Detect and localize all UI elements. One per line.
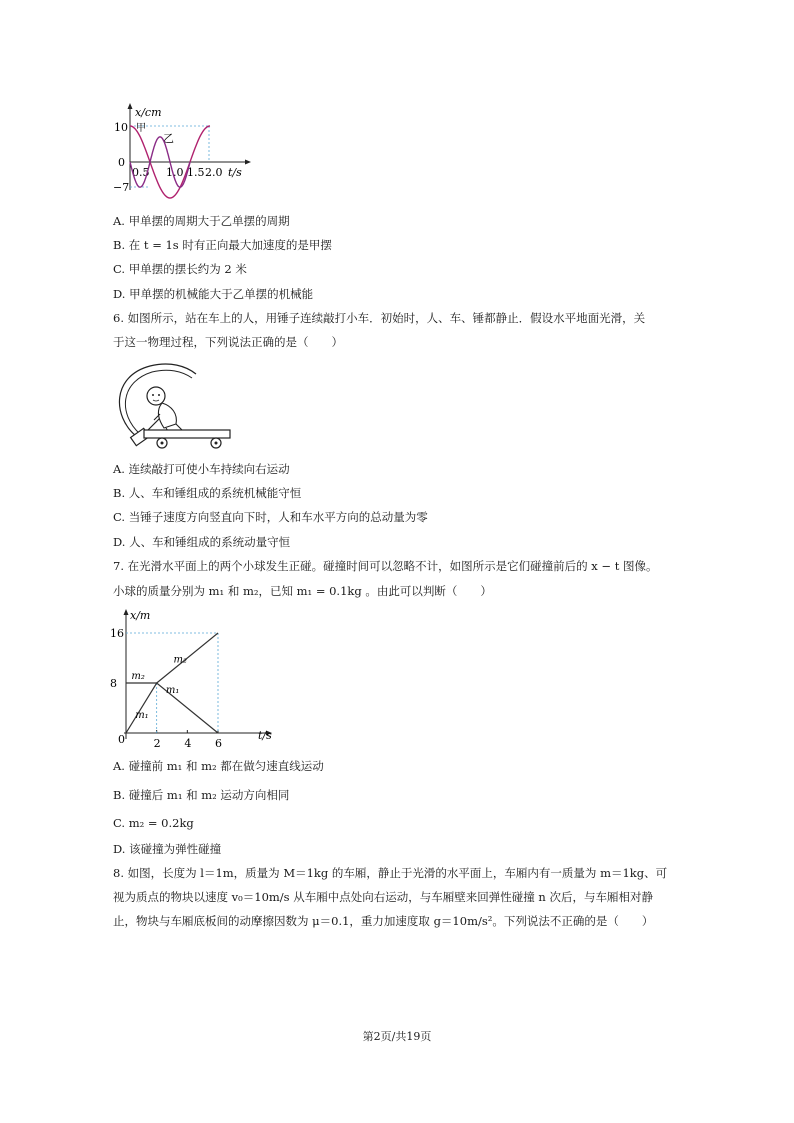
graph-label-yi: 乙 <box>163 132 174 145</box>
q6-option-b: B. 人、车和锤组成的系统机械能守恒 <box>113 486 302 500</box>
graph-x-label: t/s <box>228 166 242 179</box>
q7-stem-line2: 小球的质量分别为 m₁ 和 m₂，已知 m₁ = 0.1kg 。由此可以判断（ ） <box>113 584 492 598</box>
graph-x-tick: 1.5 <box>187 166 205 179</box>
page-footer: 第2页/共19页 <box>362 1030 432 1043</box>
hammer-cart-illustration <box>110 358 235 453</box>
y-tick-label: 0 <box>118 733 125 746</box>
q5-option-c: C. 甲单摆的摆长约为 2 米 <box>113 262 247 276</box>
x-axis-label: t/s <box>258 729 272 742</box>
series-label: m₂ <box>173 654 188 666</box>
x-axis-arrow <box>245 160 251 165</box>
q5-option-d: D. 甲单摆的机械能大于乙单摆的机械能 <box>113 287 314 301</box>
q8-line2: 视为质点的物块以速度 v₀＝10m/s 从车厢中点处向右运动，与车厢壁来回弹性碰撞 n 次后，与车厢相对静 <box>113 890 653 904</box>
q6-option-a: A. 连续敲打可使小车持续向右运动 <box>113 462 290 476</box>
x-tick-label: 4 <box>184 737 192 750</box>
graph-y-tick-neg7: −7 <box>113 181 130 194</box>
y-axis-arrow <box>124 609 129 615</box>
graph-x-tick: 1.0 <box>166 166 184 179</box>
series-label: m₁ <box>135 710 149 721</box>
y-tick-label: 8 <box>110 677 117 690</box>
q6-option-c: C. 当锤子速度方向竖直向下时，人和车水平方向的总动量为零 <box>113 510 428 524</box>
pendulum-graph <box>110 100 270 194</box>
q6-option-d: D. 人、车和锤组成的系统动量守恒 <box>113 535 291 549</box>
y-axis-arrow <box>128 103 133 109</box>
q6-stem-line1: 6. 如图所示，站在车上的人，用锤子连续敲打小车．初始时，人、车、锤都静止．假设水平地面光滑，关 <box>113 311 646 325</box>
q8-line1: 8. 如图，长度为 l＝1m，质量为 M＝1kg 的车厢，静止于光滑的水平面上，车厢内有一质量为 m＝1kg、可 <box>113 866 668 880</box>
graph-y-tick-10: 10 <box>114 121 128 134</box>
graph-y-label: x/cm <box>135 106 162 119</box>
x-tick-label: 6 <box>215 737 222 750</box>
q7-option-c: C. m₂ = 0.2kg <box>113 816 194 830</box>
y-axis-label: x/m <box>130 609 151 622</box>
q7-option-d: D. 该碰撞为弹性碰撞 <box>113 842 222 856</box>
q7-option-b: B. 碰撞后 m₁ 和 m₂ 运动方向相同 <box>113 788 290 802</box>
x-tick-label: 2 <box>153 737 161 750</box>
graph-label-jia: 甲 <box>136 123 146 134</box>
q8-line3: 止，物块与车厢底板间的动摩擦因数为 μ＝0.1，重力加速度取 g＝10m/s²。下列说法不正确的是（ ） <box>113 914 654 928</box>
q5-option-a: A. 甲单摆的周期大于乙单摆的周期 <box>113 214 290 228</box>
q7-option-a: A. 碰撞前 m₁ 和 m₂ 都在做匀速直线运动 <box>113 759 324 773</box>
graph-x-tick: 0.5 <box>132 166 150 179</box>
series-label: m₂ <box>131 671 145 682</box>
q7-stem-line1: 7. 在光滑水平面上的两个小球发生正碰。碰撞时间可以忽略不计，如图所示是它们碰撞前后的 x − t 图像。 <box>113 559 658 573</box>
q5-option-b: B. 在 t = 1s 时有正向最大加速度的是甲摆 <box>113 238 332 252</box>
xt-graph <box>110 605 285 750</box>
q6-stem-line2: 于这一物理过程，下列说法正确的是（ ） <box>113 335 343 349</box>
y-tick-label: 16 <box>110 627 124 640</box>
series-label: m₁ <box>165 685 180 696</box>
graph-x-tick: 2.0 <box>205 166 223 179</box>
graph-y-tick-0: 0 <box>118 156 125 169</box>
